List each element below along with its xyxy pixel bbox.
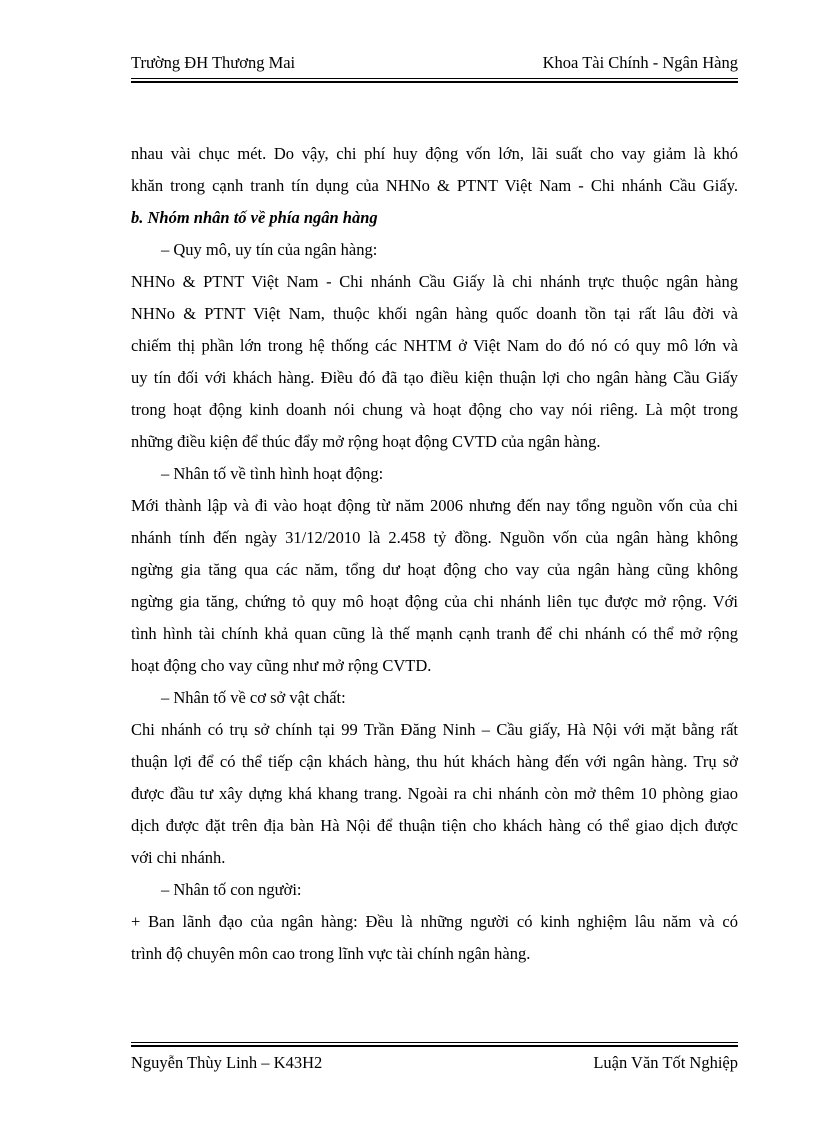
body-line: chiếm thị phần lớn trong hệ thống các NHTM ở Việt Nam do đó nó có quy mô lớn và bbox=[131, 336, 738, 355]
document-body bbox=[131, 138, 738, 970]
body-line: thuận lợi để có thể tiếp cận khách hàng, thu hút khách hàng đến với ngân hàng. Trụ sở bbox=[131, 752, 738, 771]
body-line: hoạt động cho vay cũng như mở rộng CVTD. bbox=[131, 656, 432, 675]
page-header bbox=[131, 52, 738, 76]
bullet-heading: – Nhân tố về cơ sở vật chất: bbox=[161, 688, 346, 707]
footer-author: Nguyễn Thùy Linh – K43H2 bbox=[131, 1053, 323, 1072]
body-line: trong hoạt động kinh doanh nói chung và hoạt động cho vay nói riêng. Là một trong bbox=[131, 400, 738, 419]
body-line: dịch được đặt trên địa bàn Hà Nội để thuận tiện cho khách hàng có thể giao dịch được bbox=[131, 816, 738, 835]
bullet-heading: – Nhân tố về tình hình hoạt động: bbox=[161, 464, 384, 483]
footer-thesis-label: Luận Văn Tốt Nghiệp bbox=[593, 1053, 738, 1072]
footer-divider bbox=[131, 1042, 738, 1047]
body-line: Mới thành lập và đi vào hoạt động từ năm 2006 nhưng đến nay tổng nguồn vốn của chi bbox=[131, 496, 738, 515]
body-line: nhau vài chục mét. Do vậy, chi phí huy động vốn lớn, lãi suất cho vay giảm là khó bbox=[131, 144, 738, 163]
body-line: NHNo & PTNT Việt Nam, thuộc khối ngân hàng quốc doanh tồn tại rất lâu đời và bbox=[131, 304, 738, 323]
body-line: NHNo & PTNT Việt Nam - Chi nhánh Cầu Giấy là chi nhánh trực thuộc ngân hàng bbox=[131, 272, 738, 291]
body-line: những điều kiện để thúc đẩy mở rộng hoạt động CVTD của ngân hàng. bbox=[131, 432, 601, 451]
bullet-heading: – Quy mô, uy tín của ngân hàng: bbox=[161, 240, 378, 259]
page-footer bbox=[131, 1052, 738, 1076]
body-line: + Ban lãnh đạo của ngân hàng: Đều là những người có kinh nghiệm lâu năm và có bbox=[131, 912, 738, 931]
body-line: được đầu tư xây dựng khá khang trang. Ngoài ra chi nhánh còn mở thêm 10 phòng giao bbox=[131, 784, 738, 803]
body-line: trình độ chuyên môn cao trong lĩnh vực tài chính ngân hàng. bbox=[131, 944, 531, 963]
section-heading: b. Nhóm nhân tố về phía ngân hàng bbox=[131, 208, 378, 227]
body-line: uy tín đối với khách hàng. Điều đó đã tạo điều kiện thuận lợi cho ngân hàng Cầu Giấy bbox=[131, 368, 738, 387]
header-divider bbox=[131, 78, 738, 83]
body-line: tình hình tài chính khả quan cũng là thế mạnh cạnh tranh để chi nhánh có thể mở rộng bbox=[131, 624, 738, 643]
body-line: Chi nhánh có trụ sở chính tại 99 Trần Đăng Ninh – Cầu giấy, Hà Nội với mặt bằng rất bbox=[131, 720, 738, 739]
body-line: ngừng gia tăng, chứng tỏ quy mô hoạt động của chi nhánh liên tục được mở rộng. Với bbox=[131, 592, 738, 611]
header-faculty-name: Khoa Tài Chính - Ngân Hàng bbox=[542, 53, 738, 72]
body-line: ngừng gia tăng qua các năm, tổng dư hoạt động cho vay của ngân hàng cũng không bbox=[131, 560, 738, 579]
bullet-heading: – Nhân tố con người: bbox=[161, 880, 302, 899]
body-line: khăn trong cạnh tranh tín dụng của NHNo & PTNT Việt Nam - Chi nhánh Cầu Giấy. bbox=[131, 176, 738, 195]
header-school-name: Trường ĐH Thương Mai bbox=[131, 53, 296, 72]
body-line: nhánh tính đến ngày 31/12/2010 là 2.458 tỷ đồng. Nguồn vốn của ngân hàng không bbox=[131, 528, 738, 547]
body-line: với chi nhánh. bbox=[131, 848, 226, 867]
